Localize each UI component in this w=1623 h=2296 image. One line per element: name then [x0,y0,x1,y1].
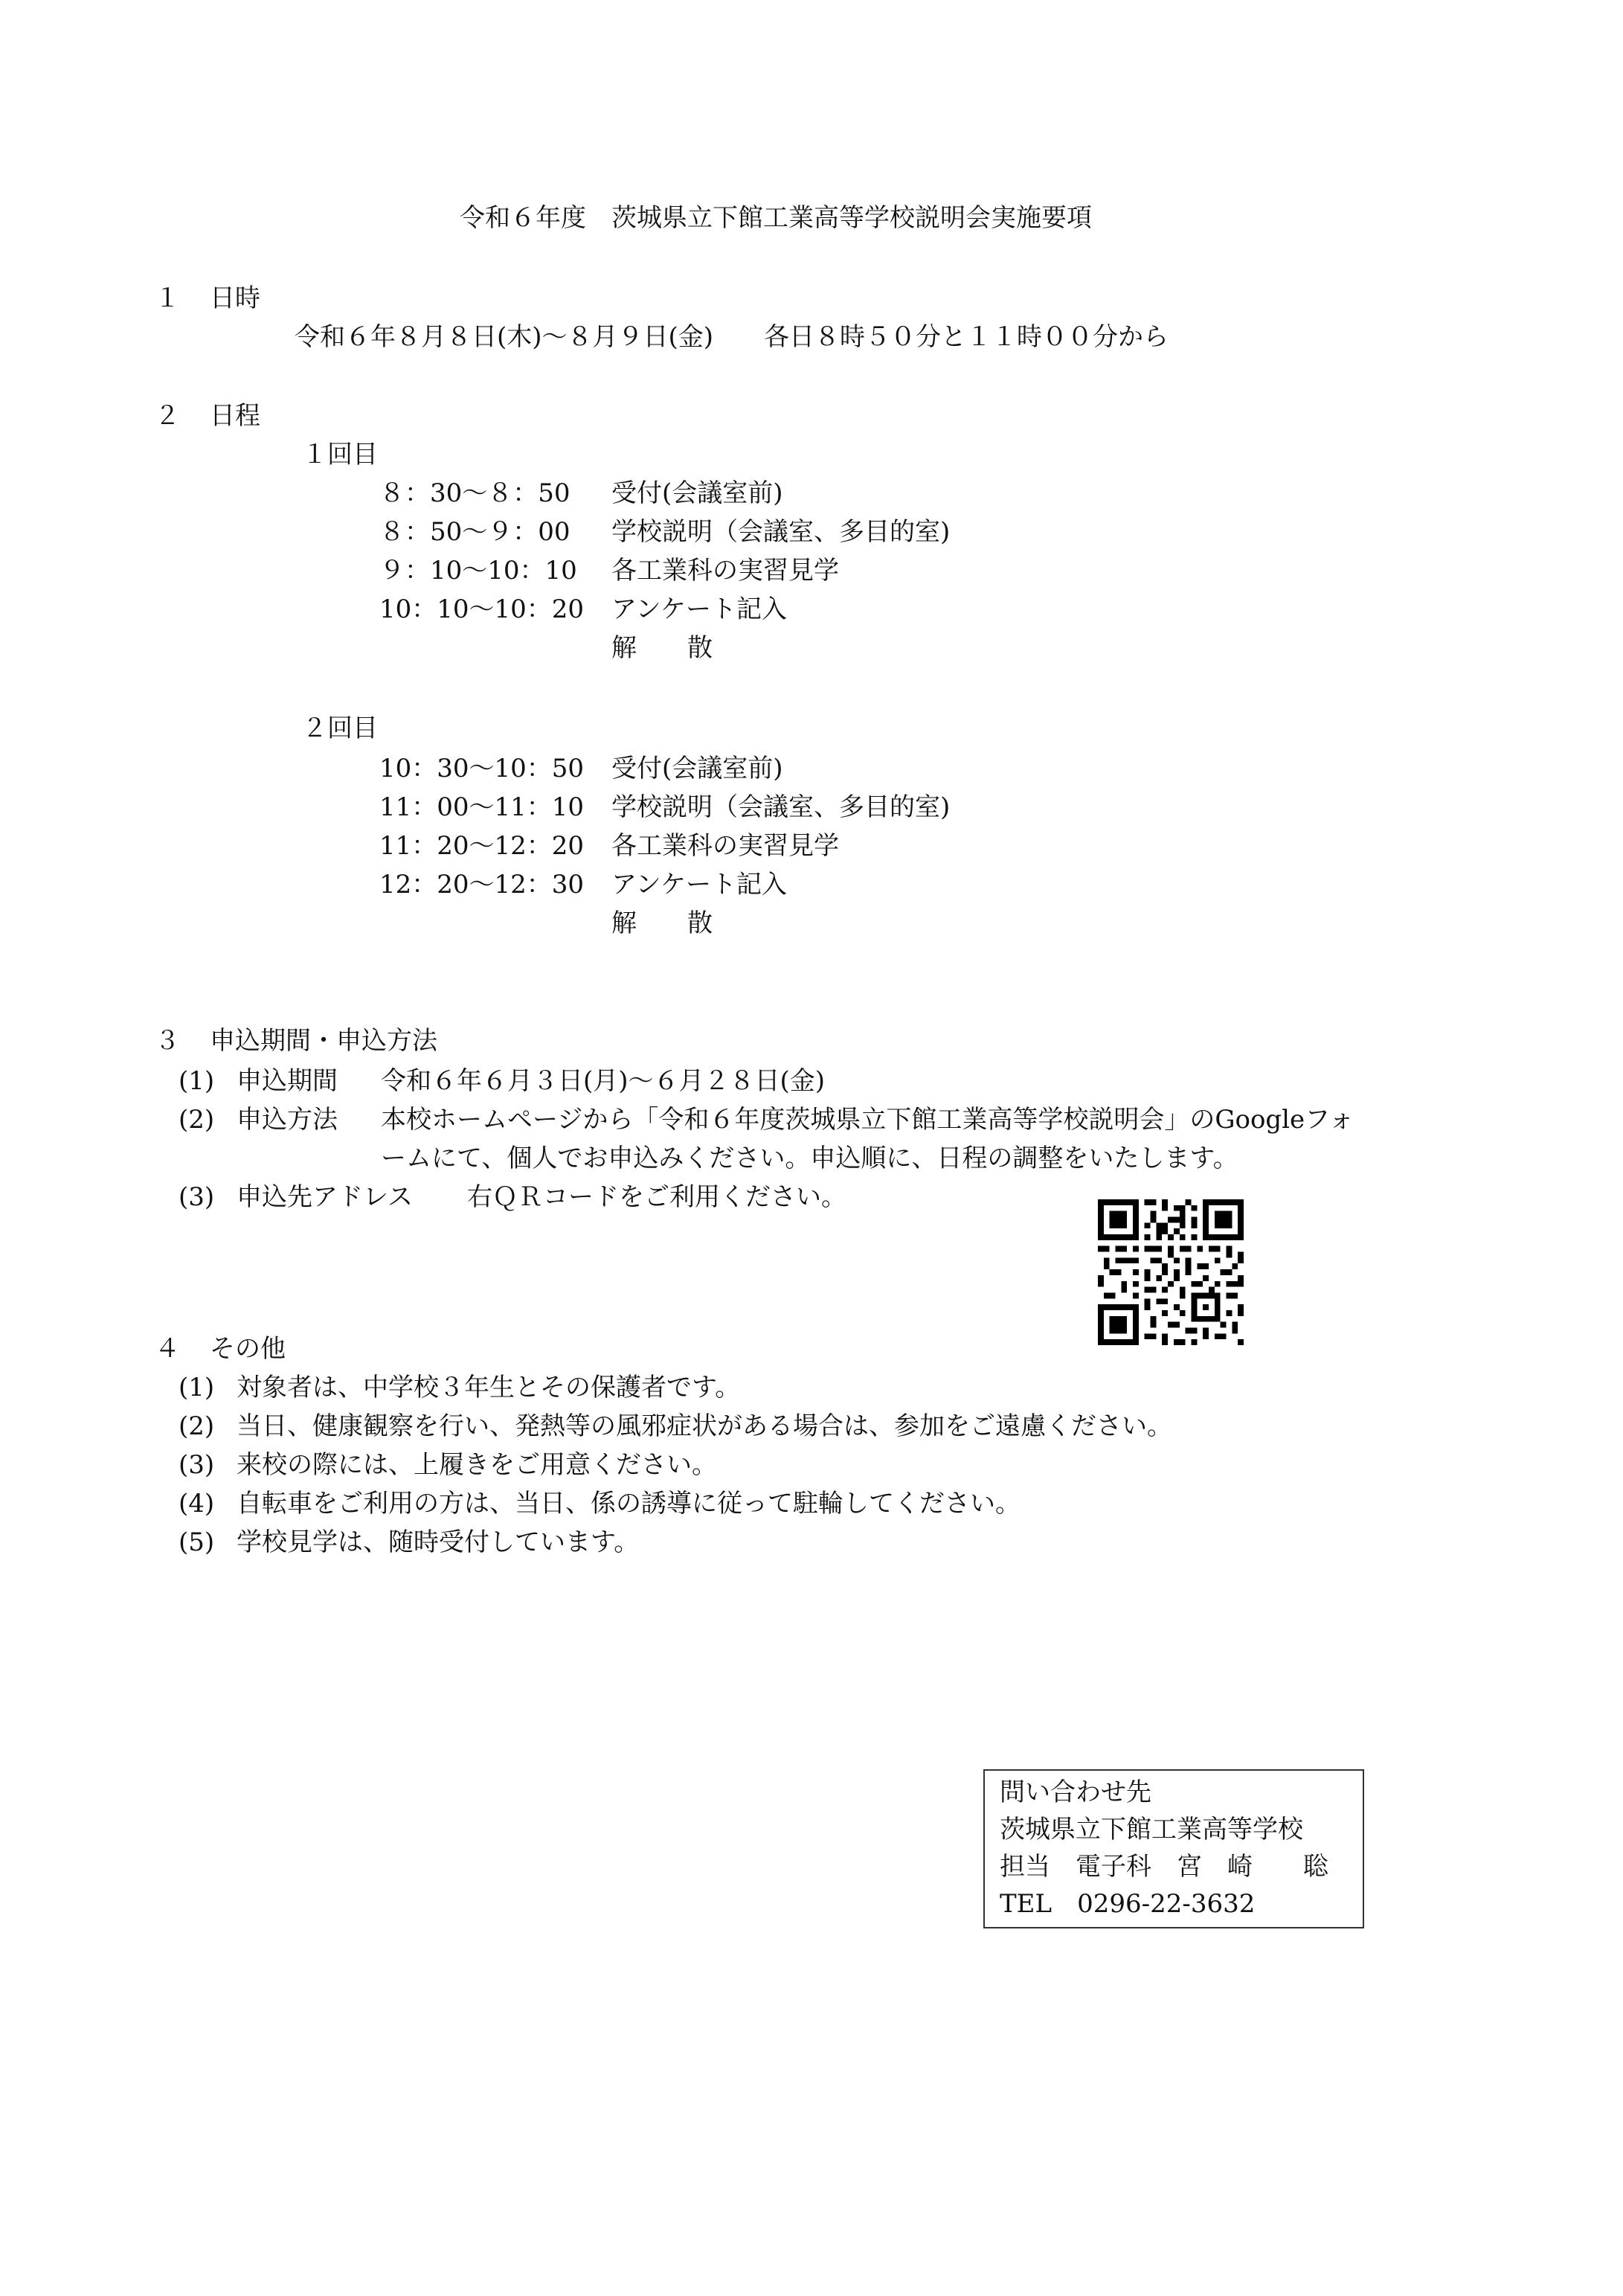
round-2-label: ２回目 [302,714,378,743]
item-number: (2) [179,1105,215,1135]
schedule-activity: 解 散 [611,633,713,663]
schedule-activity: 学校説明（会議室、多目的室) [611,792,951,822]
item-number: (4) [179,1489,215,1519]
schedule-activity: 受付(会議室前) [611,478,783,508]
application-period-label: 申込期間 [237,1066,338,1096]
schedule-activity: 受付(会議室前) [611,754,783,783]
contact-heading: 問い合わせ先 [1000,1777,1151,1807]
qr-code[interactable] [1098,1199,1244,1345]
schedule-activity: アンケート記入 [611,870,787,900]
other-note: 来校の際には、上履きをご用意ください。 [237,1450,717,1480]
section-4-title: その他 [210,1334,286,1364]
schedule-time: ８：50～９：00 [379,517,571,547]
section-1-number: １ [155,283,180,313]
item-number: (2) [179,1411,215,1441]
application-address-value: 右ＱＲコードをご利用ください。 [467,1182,846,1212]
other-note: 当日、健康観察を行い、発熱等の風邪症状がある場合は、参加をご遠慮ください。 [237,1411,1172,1441]
schedule-time: 11：00～11：10 [379,792,585,822]
item-number: (5) [179,1527,215,1557]
other-note: 対象者は、中学校３年生とその保護者です。 [237,1373,741,1402]
schedule-activity: 各工業科の実習見学 [611,556,839,586]
section-1-title: 日時 [210,283,260,313]
contact-box [983,1769,1364,1928]
other-note: 学校見学は、随時受付しています。 [237,1527,640,1557]
section-3-title: 申込期間・申込方法 [210,1026,437,1056]
section-3-number: ３ [155,1026,180,1056]
schedule-time: ８：30～８：50 [379,478,571,508]
schedule-time: 11：20～12：20 [379,831,585,861]
schedule-time: 10：30～10：50 [379,754,585,783]
section-2-number: ２ [155,401,180,431]
schedule-time: 10：10～10：20 [379,594,585,624]
application-method-label: 申込方法 [237,1105,338,1135]
item-number: (3) [179,1450,215,1480]
item-number: (1) [179,1373,215,1402]
round-1-label: １回目 [302,440,378,469]
contact-person: 担当 電子科 宮 崎 聡 [1000,1852,1328,1882]
event-datetime: 令和６年８月８日(木)～８月９日(金) 各日８時５０分と１１時００分から [295,322,1169,352]
schedule-activity: 解 散 [611,908,713,938]
item-number: (1) [179,1066,215,1096]
section-4-number: ４ [155,1334,180,1364]
schedule-activity: アンケート記入 [611,594,787,624]
schedule-activity: 学校説明（会議室、多目的室) [611,517,951,547]
other-note: 自転車をご利用の方は、当日、係の誘導に従って駐輪してください。 [237,1489,1021,1519]
item-number: (3) [179,1182,215,1212]
application-method-value-cont: ームにて、個人でお申込みください。申込順に、日程の調整をいたします。 [381,1144,1238,1173]
application-period-value: 令和６年６月３日(月)～６月２８日(金) [381,1066,826,1096]
application-method-value: 本校ホームページから「令和６年度茨城県立下館工業高等学校説明会」のGoogleフォ [381,1105,1354,1135]
schedule-time: ９：10～10：10 [379,556,577,586]
page-title: 令和６年度 茨城県立下館工業高等学校説明会実施要項 [460,203,1092,233]
application-address-label: 申込先アドレス [237,1182,413,1212]
schedule-activity: 各工業科の実習見学 [611,831,839,861]
schedule-time: 12：20～12：30 [379,870,585,900]
section-2-title: 日程 [210,401,260,431]
contact-tel: TEL 0296-22-3632 [1000,1889,1256,1919]
contact-school: 茨城県立下館工業高等学校 [1000,1815,1303,1844]
